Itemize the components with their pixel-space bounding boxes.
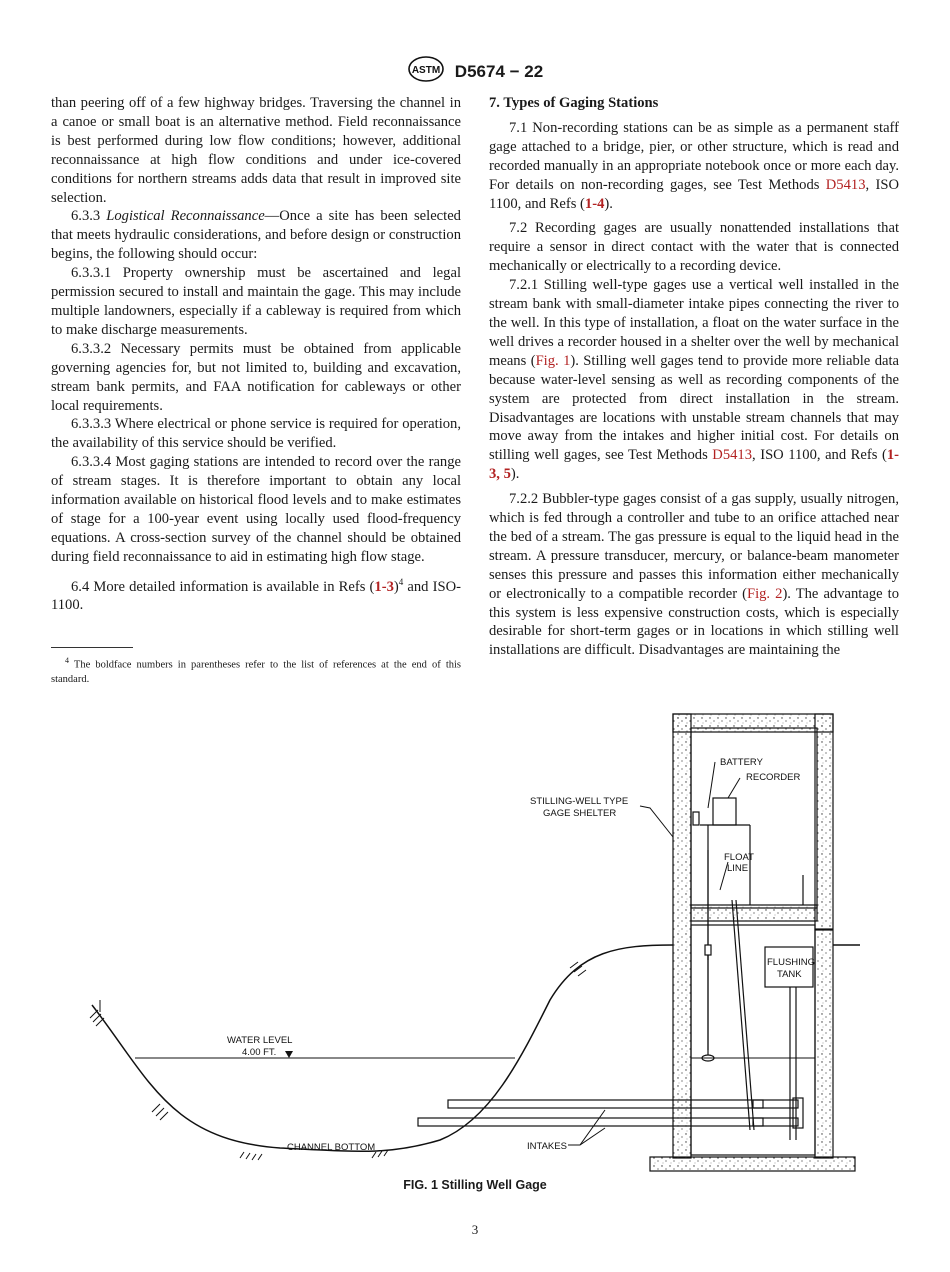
paragraph-6-3-3-3: 6.3.3.3 Where electrical or phone service is required for operation, the availability of this service should be verified. <box>51 416 461 452</box>
label-recorder: RECORDER <box>746 772 801 783</box>
ref-link-1-3[interactable]: 1-3 <box>374 578 394 595</box>
label-float-line2: LINE <box>727 863 749 874</box>
paragraph-6-4: 6.4 More detailed information is available in Refs $(1-3)^4$ and ISO-1100. <box>51 576 461 614</box>
leader-lines <box>568 762 740 1145</box>
paragraph-6-3-3-2: 6.3.3.2 Necessary permits must be obtained from applicable governing agencies for, but not limited to, building and excavation, stream bank permits, and FAA notification for cableways or other local requirements. <box>51 340 461 414</box>
link-fig-1[interactable]: Fig. 1 <box>535 352 571 369</box>
right-column <box>489 94 899 660</box>
label-float-line1: FLOAT <box>724 852 754 863</box>
astm-logo-icon <box>407 56 445 87</box>
standard-designation: D5674 − 22 <box>454 61 544 81</box>
figure-caption: FIG. 1 Stilling Well Gage <box>403 1178 547 1192</box>
left-column <box>51 94 461 687</box>
ref-link-1-4[interactable]: 1-4 <box>584 195 605 212</box>
section-heading: 7. Types of Gaging Stations <box>489 95 659 111</box>
page-header <box>0 56 950 87</box>
label-flushing-line1: FLUSHING <box>767 957 816 968</box>
label-channel-bottom: CHANNEL BOTTOM <box>287 1142 376 1153</box>
footnote-rule <box>51 647 133 648</box>
label-water-level-line1: WATER LEVEL <box>227 1035 293 1046</box>
label-shelter-line2: GAGE SHELTER <box>543 808 617 819</box>
stilling-well-figure <box>60 700 890 1180</box>
paragraph-6-3-3-1: 6.3.3.1 Property ownership must be ascertained and legal permission secured to install and maintain the gage. This may include multiple landowners, especially if a cableway is required from which to make discharge measurements. <box>51 265 461 338</box>
label-intakes: INTAKES <box>527 1141 567 1152</box>
ground-hatching <box>90 962 586 1160</box>
link-d5413[interactable]: D5413 <box>825 176 866 193</box>
recorder-icon <box>693 798 754 1130</box>
paragraph-6-3-3-4: 6.3.3.4 Most gaging stations are intended to record over the range of stream stages. It is therefore important to obtain any local information available on historical flood levels and to make estimates of stage for a 100-year event using locally used flood-frequency equations. A cross-section survey of the channel should be obtained during field reconnaissance to aid in estimating high flow stage. <box>51 454 461 565</box>
stilling-well-diagram <box>60 700 890 1180</box>
paragraph-7-2: 7.2 Recording gages are usually nonattended installations that require a sensor in direct contact with the water that is connected mechanically or electrically to a recording device. <box>489 220 899 275</box>
label-water-level-line2: 4.00 FT. <box>242 1047 277 1058</box>
link-fig-2[interactable]: Fig. 2 <box>746 585 783 602</box>
paragraph-6-3-3: 6.3.3 Logistical Reconnaissance—Once a site has been selected that meets hydraulic considerations, and before design or construction begins, the following should occur: <box>51 208 461 263</box>
svg-text:ASTM: ASTM <box>411 65 440 76</box>
paragraph-continued: than peering off of a few highway bridges. Traversing the channel in a canoe or small boat is an alternative method. Field reconnaissance is best performed during low flow conditions; however, additional reconnaissance at high flow conditions and under ice-covered conditions for northern streams adds data that result in improved site selection. <box>51 95 461 206</box>
ref-link-1-3-5[interactable]: 1-3, 5 <box>489 447 899 483</box>
footnote: $^4$ The boldface numbers in parentheses refer to the list of references at the end of this standard. <box>51 656 461 685</box>
channel-profile <box>92 945 860 1151</box>
label-flushing-line2: TANK <box>777 969 802 980</box>
link-d5413-2[interactable]: D5413 <box>712 447 753 464</box>
paragraph-7-2-1: 7.2.1 Stilling well-type gages use a vertical well installed in the stream bank with small-diameter intake pipes connecting the river to the well. In this type of installation, a float on the water surface in the well drives a recorder housed in a shelter over the well by mechanical means (Fig. 1). Stilling well gages tend to provide more reliable data because water-level sensing as well as recording components of the system are protected from direct installation in the stream. Disadvantages are locations with unstable stream channels that may move away from the intakes and higher initial cost. For details on stilling well gages, see Test Methods D5413, ISO 1100, and Refs (1-3, 5). <box>489 277 899 483</box>
paragraph-7-2-2: 7.2.2 Bubbler-type gages consist of a gas supply, usually nitrogen, which is fed through a controller and tube to an orifice attached near the bed of a stream. The gas pressure is equal to the liquid head in the stream. A pressure transducer, mercury, or balance-beam manometer senses this pressure and passes this information either mechanically or electronically to a compatible recorder (Fig. 2). The advantage to this system is less expensive construction costs, which is especially desirable for short-term gages or in locations in which stilling well installations are difficult. Disadvantages are maintaining the <box>489 491 900 659</box>
page-number: 3 <box>471 1222 479 1237</box>
label-shelter-line1: STILLING-WELL TYPE <box>530 796 629 807</box>
intake-pipes <box>418 1098 803 1128</box>
paragraph-7-1: 7.1 Non-recording stations can be as simple as a permanent staff gage attached to a bridge, pier, or other structure, which is read and recorded manually in an appropriate notebook once or more each day. For details on non-recording gages, see Test Methods D5413, ISO 1100, and Refs (1-4). <box>489 119 900 212</box>
label-battery: BATTERY <box>720 757 763 768</box>
